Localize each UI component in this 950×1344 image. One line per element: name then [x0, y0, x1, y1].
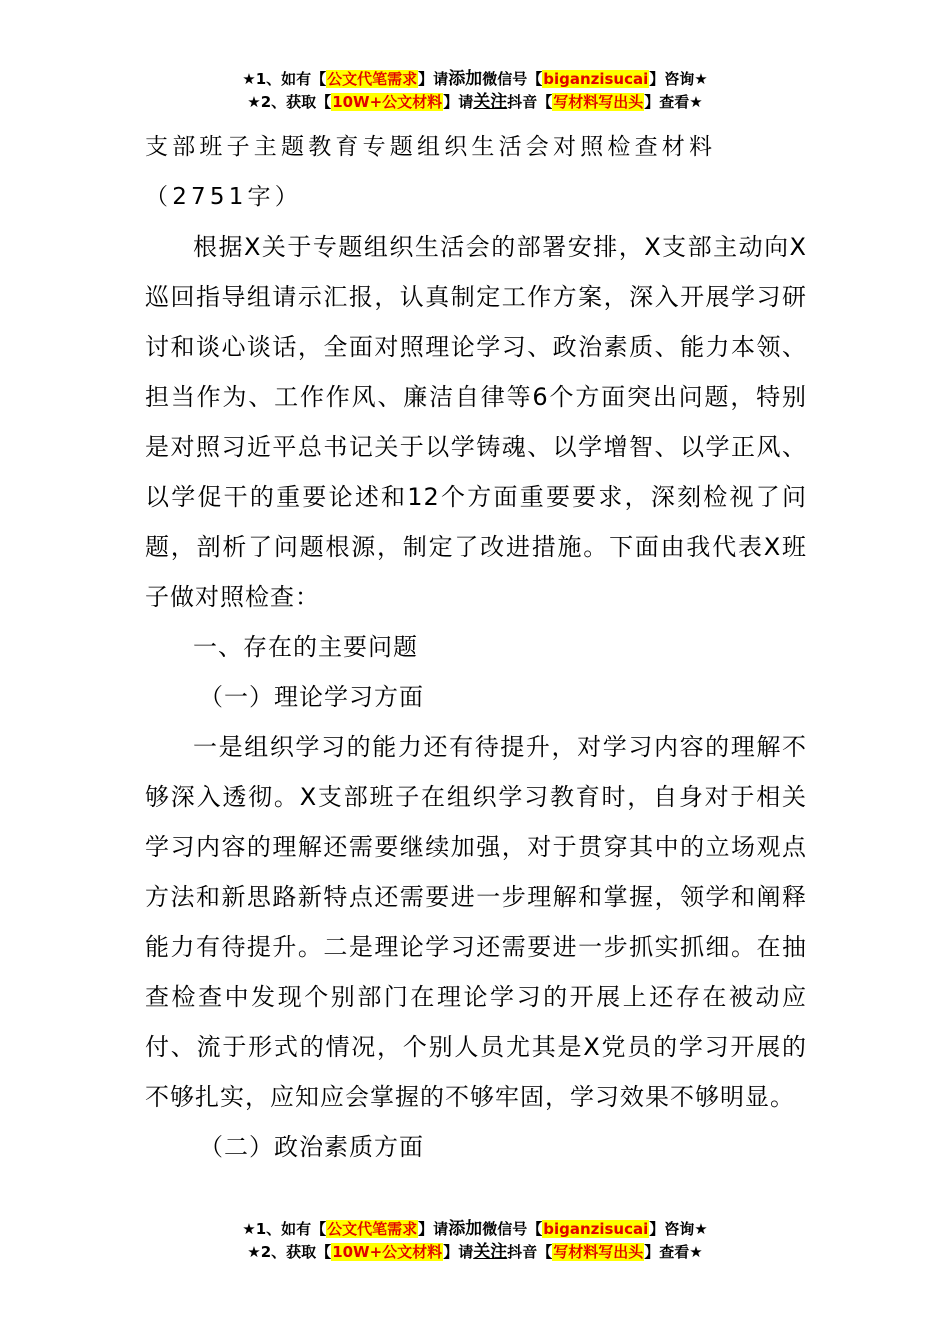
document-body: [145, 122, 807, 1172]
intro-paragraph: 根据X关于专题组织生活会的部署安排，X支部主动向X巡回指导组请示汇报，认真制定工作方案，深入开展学习研讨和谈心谈话，全面对照理论学习、政治素质、能力本领、担当作为、工作作风、廉洁自律等6个方面突出问题，特别是对照习近平总书记关于以学铸魂、以学增智、以学正风、以学促干的重要论述和12个方面重要要求，深刻检视了问题，剖析了问题根源，制定了改进措施。下面由我代表X班子做对照检查：: [145, 233, 807, 611]
emphasis-text: 关注: [473, 92, 508, 112]
banner-text: 抖音【: [507, 1243, 553, 1261]
banner-text: 】查看★: [644, 1243, 703, 1261]
star-icon: ★: [247, 93, 261, 111]
star-icon: ★: [242, 70, 256, 88]
douyin-id: 写材料写出头: [553, 1243, 644, 1261]
banner-text: 1、如有【: [255, 1220, 327, 1238]
subsection-heading: （一）理论学习方面: [199, 683, 424, 711]
emphasis-text: 关注: [473, 1242, 508, 1262]
banner-line-2: [0, 1241, 950, 1264]
highlight-service: 公文代笔需求: [327, 70, 418, 88]
banner-text: 】请: [418, 1220, 449, 1238]
banner-text: 】咨询★: [649, 1220, 708, 1238]
banner-line-1: [0, 68, 950, 91]
banner-text: 】请: [443, 93, 474, 111]
banner-line-2: [0, 91, 950, 114]
document-title: 支部班子主题教育专题组织生活会对照检查材料（2751字）: [145, 134, 717, 210]
banner-text: 2、获取【: [260, 1243, 332, 1261]
top-banner: [0, 68, 950, 114]
banner-text: 】请: [443, 1243, 474, 1261]
banner-text: 微信号【: [482, 70, 543, 88]
wechat-id: biganzisucai: [543, 70, 649, 88]
banner-text: 】请: [418, 70, 449, 88]
banner-text: 1、如有【: [255, 70, 327, 88]
banner-text: 抖音【: [507, 93, 553, 111]
bottom-banner: [0, 1218, 950, 1264]
highlight-service: 公文代笔需求: [327, 1220, 418, 1238]
star-icon: ★: [247, 1243, 261, 1261]
highlight-materials: 10W+公文材料: [332, 1243, 443, 1261]
banner-text: 微信号【: [482, 1220, 543, 1238]
star-icon: ★: [242, 1220, 256, 1238]
emphasis-text: 添加: [448, 1219, 483, 1239]
banner-text: 】查看★: [644, 93, 703, 111]
highlight-materials: 10W+公文材料: [332, 93, 443, 111]
banner-line-1: [0, 1218, 950, 1241]
emphasis-text: 添加: [448, 69, 483, 89]
douyin-id: 写材料写出头: [553, 93, 644, 111]
body-paragraph: 一是组织学习的能力还有待提升，对学习内容的理解不够深入透彻。X支部班子在组织学习教育时，自身对于相关学习内容的理解还需要继续加强，对于贯穿其中的立场观点方法和新思路新特点还需要进一步理解和掌握，领学和阐释能力有待提升。二是理论学习还需要进一步抓实抓细。在抽查检查中发现个别部门在理论学习的开展上还存在被动应付、流于形式的情况，个别人员尤其是X党员的学习开展的不够扎实，应知应会掌握的不够牢固，学习效果不够明显。: [145, 733, 807, 1111]
section-heading: 一、存在的主要问题: [193, 633, 418, 661]
banner-text: 】咨询★: [649, 70, 708, 88]
banner-text: 2、获取【: [260, 93, 332, 111]
wechat-id: biganzisucai: [543, 1220, 649, 1238]
subsection-heading: （二）政治素质方面: [199, 1133, 424, 1161]
